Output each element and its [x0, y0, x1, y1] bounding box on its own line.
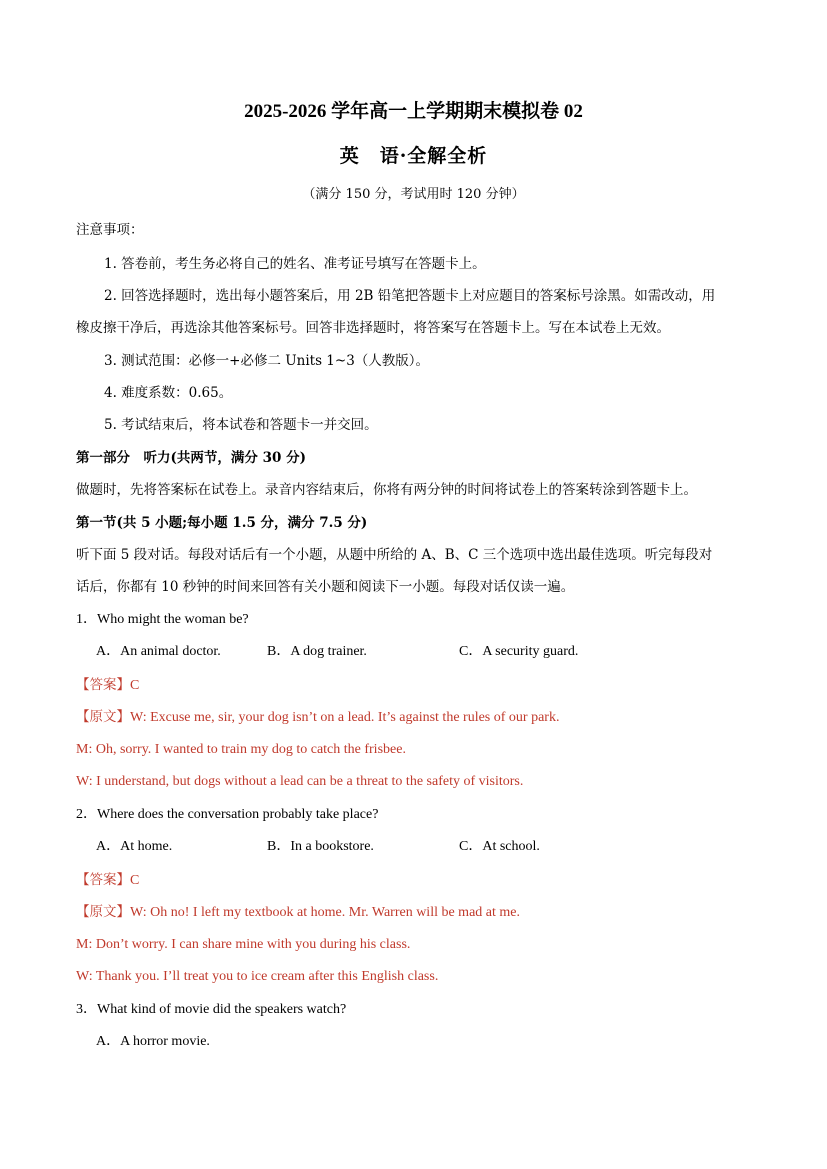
part1-instruction: 做题时，先将答案标在试卷上。录音内容结束后，你将有两分钟的时间将试卷上的答案转涂到答题卡上。 — [76, 482, 697, 498]
note-item-2-cont: 橡皮擦干净后，再选涂其他答案标号。回答非选择题时，将答案写在答题卡上。写在本试卷上无效。 — [76, 320, 670, 336]
answer-value: C — [130, 873, 140, 888]
transcript-tag: 【原文】 — [76, 904, 130, 920]
note-item-2: 2. 回答选择题时，选出每小题答案后，用 2B 铅笔把答题卡上对应题目的答案标号涂黑。如需改动，用 — [104, 288, 716, 304]
score-info: （满分 150 分，考试用时 120 分钟） — [302, 187, 525, 202]
question-1-stem: 1．Who might the woman be? — [76, 612, 249, 627]
question-2-stem: 2．Where does the conversation probably take place? — [76, 807, 379, 822]
transcript-text: W: Excuse me, sir, your dog isn’t on a lead. It’s against the rules of our park. — [130, 710, 560, 725]
section1-heading: 第一节(共 5 小题;每小题 1.5 分，满分 7.5 分) — [76, 515, 368, 531]
transcript-text: W: Oh no! I left my textbook at home. Mr. Warren will be mad at me. — [130, 905, 520, 920]
question-2-option-a: A．At home. — [96, 839, 173, 854]
answer-tag: 【答案】 — [76, 677, 130, 693]
question-1-transcript-3: W: I understand, but dogs without a lead can be a threat to the safety of visitors. — [76, 774, 524, 789]
exam-subtitle: 英 语·全解全析 — [339, 145, 488, 167]
note-item-3: 3. 测试范围：必修一+必修二 Units 1~3（人教版）。 — [104, 353, 430, 369]
question-1-option-b: B．A dog trainer. — [267, 644, 367, 659]
transcript-tag: 【原文】 — [76, 709, 130, 725]
note-item-4: 4. 难度系数：0.65。 — [104, 385, 233, 401]
question-2-option-b: B．In a bookstore. — [267, 839, 374, 854]
notes-heading: 注意事项： — [76, 222, 144, 238]
question-3-option-a: A．A horror movie. — [96, 1034, 210, 1049]
part1-heading: 第一部分 听力(共两节，满分 30 分) — [76, 450, 306, 466]
question-1-transcript-1 — [76, 708, 559, 727]
note-item-5: 5. 考试结束后，将本试卷和答题卡一并交回。 — [104, 417, 378, 433]
section1-instruction: 听下面 5 段对话。每段对话后有一个小题，从题中所给的 A、B、C 三个选项中选出最佳选项。听完每段对 — [76, 547, 713, 563]
question-1-option-c: C．A security guard. — [459, 644, 579, 659]
question-2-transcript-3: W: Thank you. I’ll treat you to ice cream after this English class. — [76, 969, 439, 984]
section1-instruction-cont: 话后，你都有 10 秒钟的时间来回答有关小题和阅读下一小题。每段对话仅读一遍。 — [76, 579, 575, 595]
question-2-transcript-2: M: Don’t worry. I can share mine with you during his class. — [76, 937, 411, 952]
answer-value: C — [130, 678, 140, 693]
answer-tag: 【答案】 — [76, 872, 130, 888]
question-1-option-a: A．An animal doctor. — [96, 644, 221, 659]
question-2-answer — [76, 871, 139, 890]
question-1-answer — [76, 676, 139, 695]
question-2-transcript-1 — [76, 903, 520, 922]
question-2-option-c: C．At school. — [459, 839, 540, 854]
note-item-1: 1. 答卷前，考生务必将自己的姓名、准考证号填写在答题卡上。 — [104, 256, 486, 272]
question-3-stem: 3．What kind of movie did the speakers watch? — [76, 1002, 347, 1017]
exam-title: 2025-2026 学年高一上学期期末模拟卷 02 — [244, 101, 583, 122]
question-1-transcript-2: M: Oh, sorry. I wanted to train my dog to catch the frisbee. — [76, 742, 406, 757]
